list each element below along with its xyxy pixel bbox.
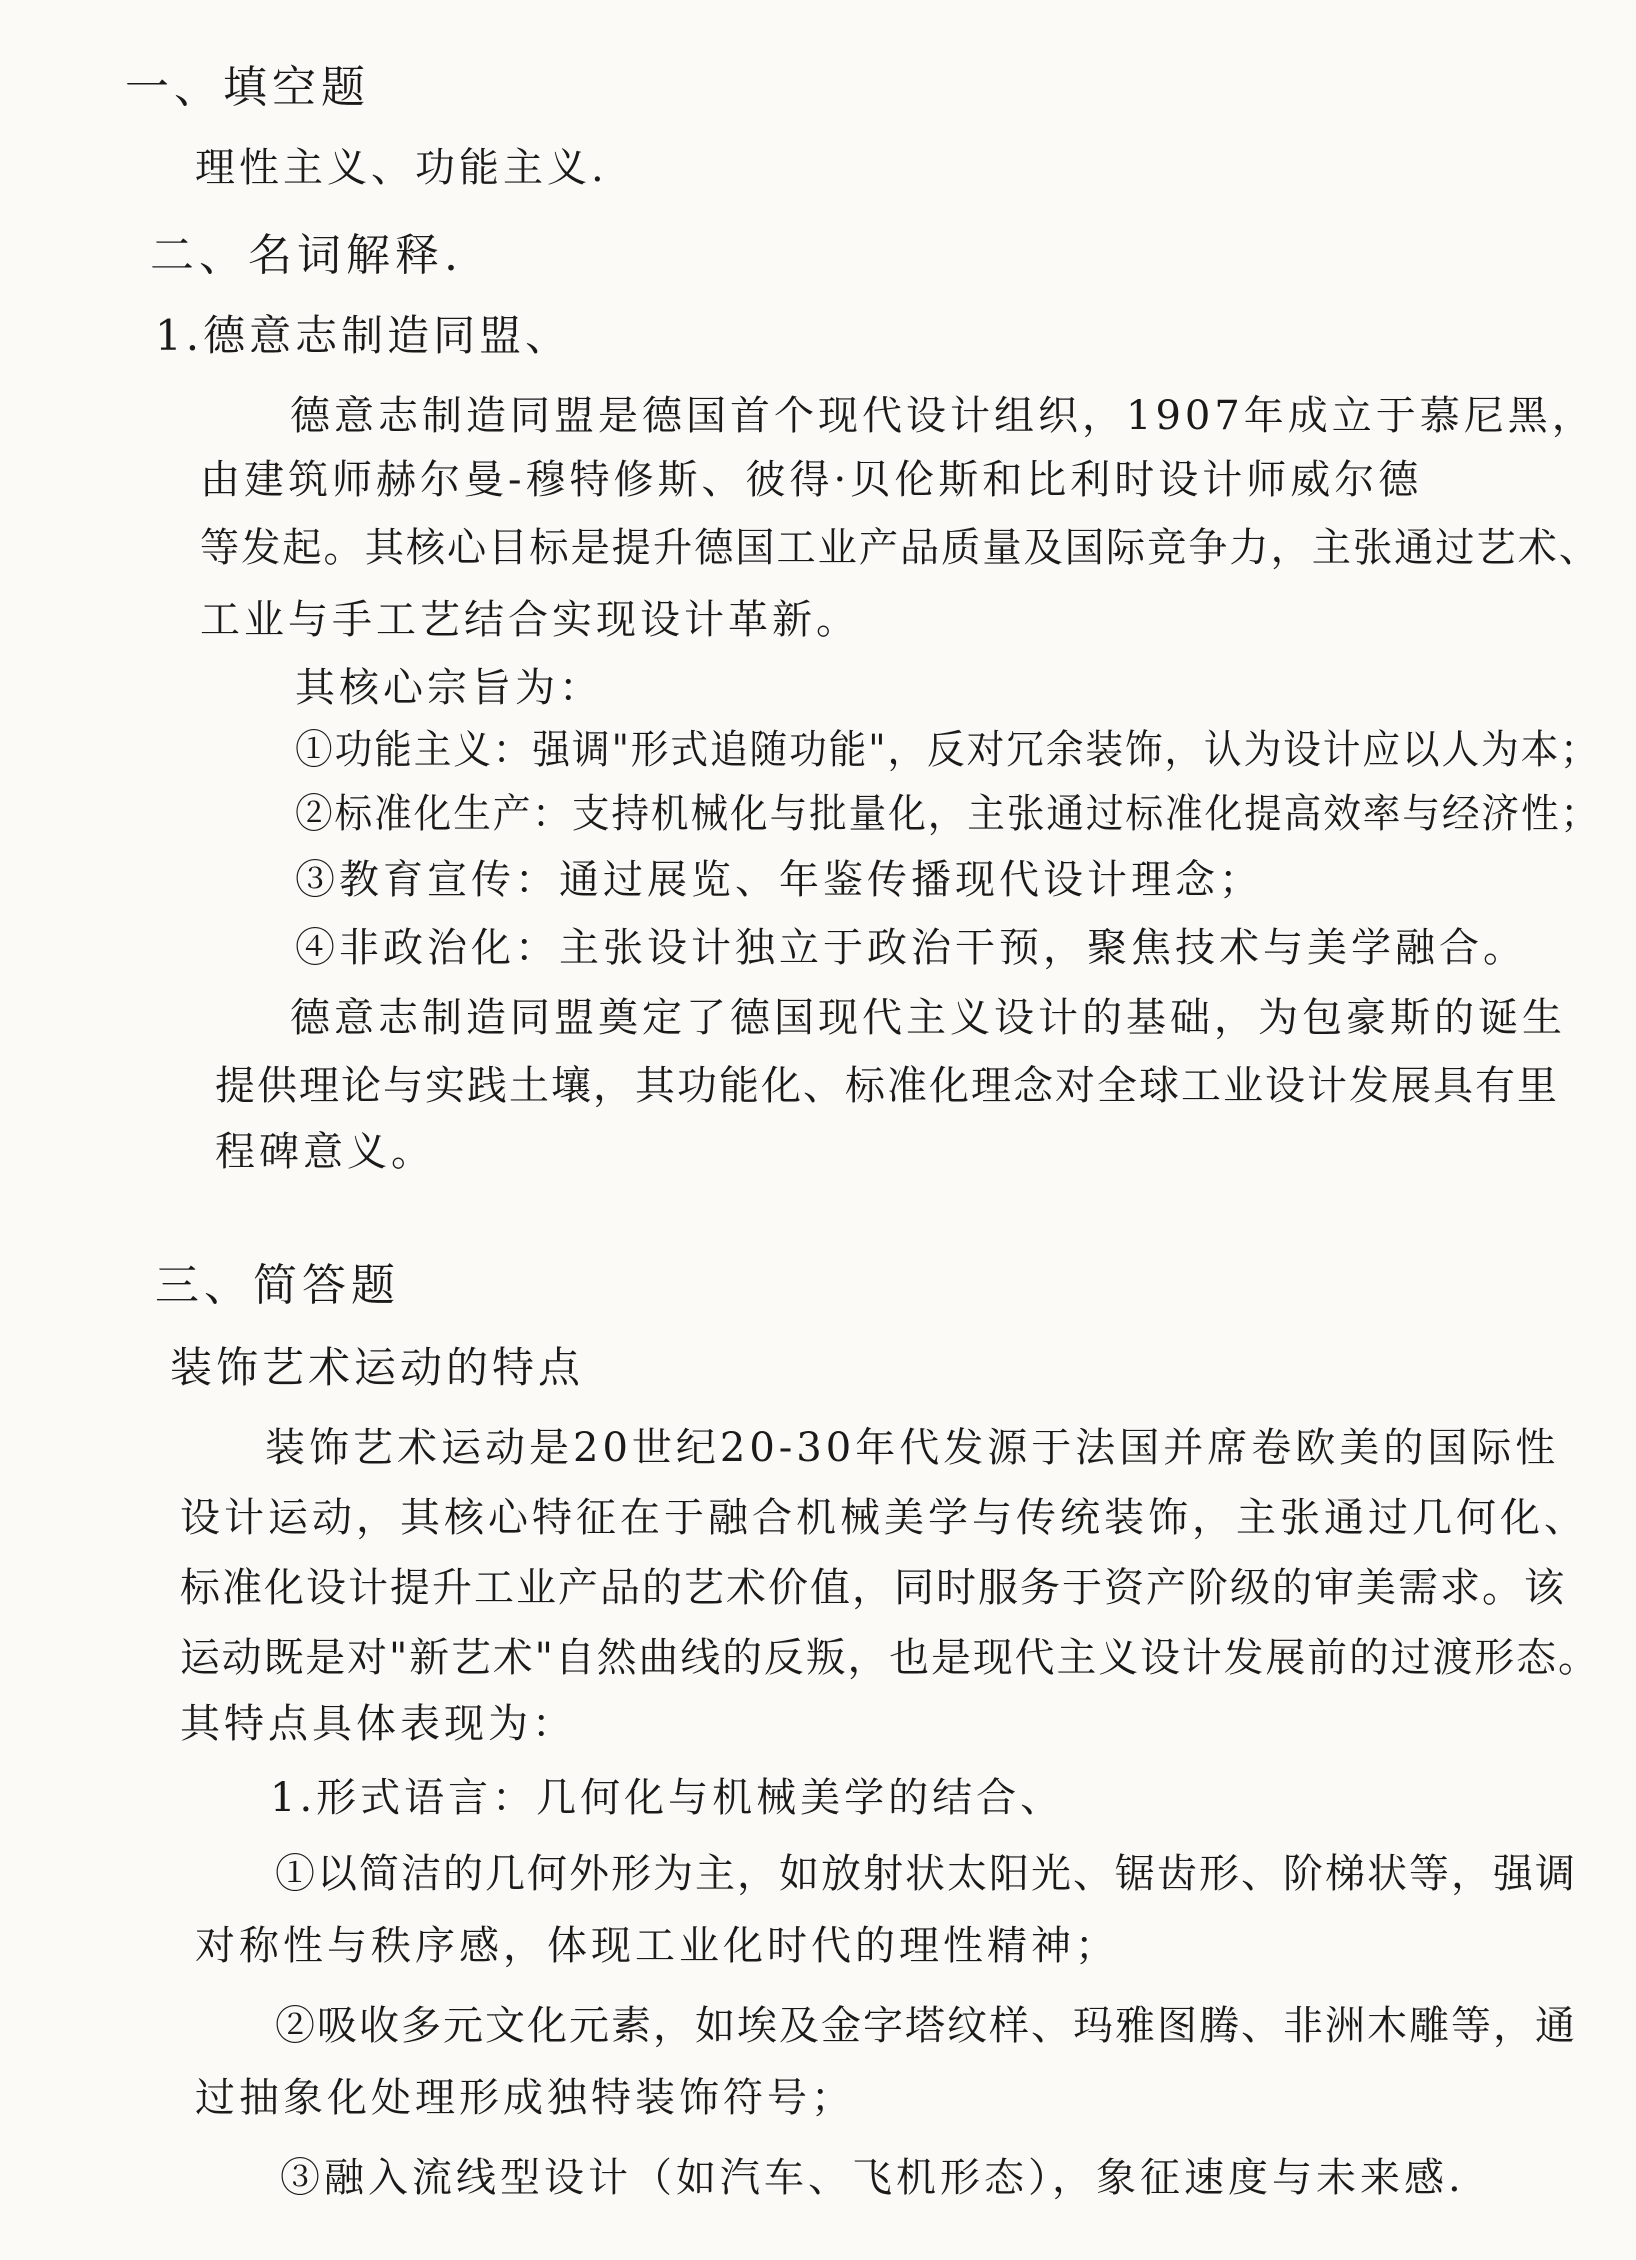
section3-paragraph1-line4: 运动既是对"新艺术"自然曲线的反叛，也是现代主义设计发展前的过渡形态。 [180,1635,1600,1681]
section2-tenets-intro: 其核心宗旨为： [295,665,603,711]
section2-term: 1.德意志制造同盟、 [155,311,572,360]
section2-tenet-1: ①功能主义：强调"形式追随功能"，反对冗余装饰，认为设计应以人为本； [295,727,1600,773]
section2-paragraph2-line1: 德意志制造同盟奠定了德国现代主义设计的基础，为包豪斯的诞生 [290,995,1566,1041]
section2-tenet-4: ④非政治化：主张设计独立于政治干预，聚焦技术与美学融合。 [295,925,1527,971]
section2-paragraph1-line3: 等发起。其核心目标是提升德国工业产品质量及国际竞争力，主张通过艺术、 [200,525,1601,571]
section3-point1-title: 1.形式语言：几何化与机械美学的结合、 [270,1775,1065,1821]
section3-question: 装饰艺术运动的特点 [170,1343,585,1392]
section3-point1-item3: ③融入流线型设计（如汽车、飞机形态），象征速度与未来感. [280,2155,1465,2201]
section3-paragraph1-line1: 装饰艺术运动是20世纪20-30年代发源于法国并席卷欧美的国际性 [265,1425,1560,1471]
section2-tenet-3: ③教育宣传：通过展览、年鉴传播现代设计理念； [295,857,1263,903]
section2-tenet-2: ②标准化生产：支持机械化与批量化，主张通过标准化提高效率与经济性； [295,791,1601,837]
section3-point1-item2-cont: 过抽象化处理形成独特装饰符号； [195,2075,855,2121]
section2-paragraph1-line4: 工业与手工艺结合实现设计革新。 [200,597,860,643]
section1-answer: 理性主义、功能主义. [195,145,608,191]
section3-heading: 三、简答题 [155,1260,400,1311]
section2-paragraph1-line2: 由建筑师赫尔曼-穆特修斯、彼得·贝伦斯和比利时设计师威尔德 [200,457,1423,503]
section3-paragraph1-line3: 标准化设计提升工业产品的艺术价值，同时服务于资产阶级的审美需求。该 [180,1565,1566,1611]
section3-point1-item1: ①以简洁的几何外形为主，如放射状太阳光、锯齿形、阶梯状等，强调 [275,1851,1577,1897]
section3-paragraph1-line5: 其特点具体表现为： [180,1701,576,1747]
section2-heading: 二、名词解释. [150,230,463,281]
section2-paragraph1-line1: 德意志制造同盟是德国首个现代设计组织，1907年成立于慕尼黑， [290,393,1596,439]
section2-paragraph2-line3: 程碑意义。 [215,1129,435,1175]
section1-heading: 一、填空题 [125,62,370,113]
section3-point1-item1-cont: 对称性与秩序感，体现工业化时代的理性精神； [195,1923,1119,1969]
section2-paragraph2-line2: 提供理论与实践土壤，其功能化、标准化理念对全球工业设计发展具有里 [215,1063,1559,1109]
section3-point1-item2: ②吸收多元文化元素，如埃及金字塔纹样、玛雅图腾、非洲木雕等，通 [275,2003,1577,2049]
section3-paragraph1-line2: 设计运动，其核心特征在于融合机械美学与传统装饰，主张通过几何化、 [180,1495,1588,1541]
